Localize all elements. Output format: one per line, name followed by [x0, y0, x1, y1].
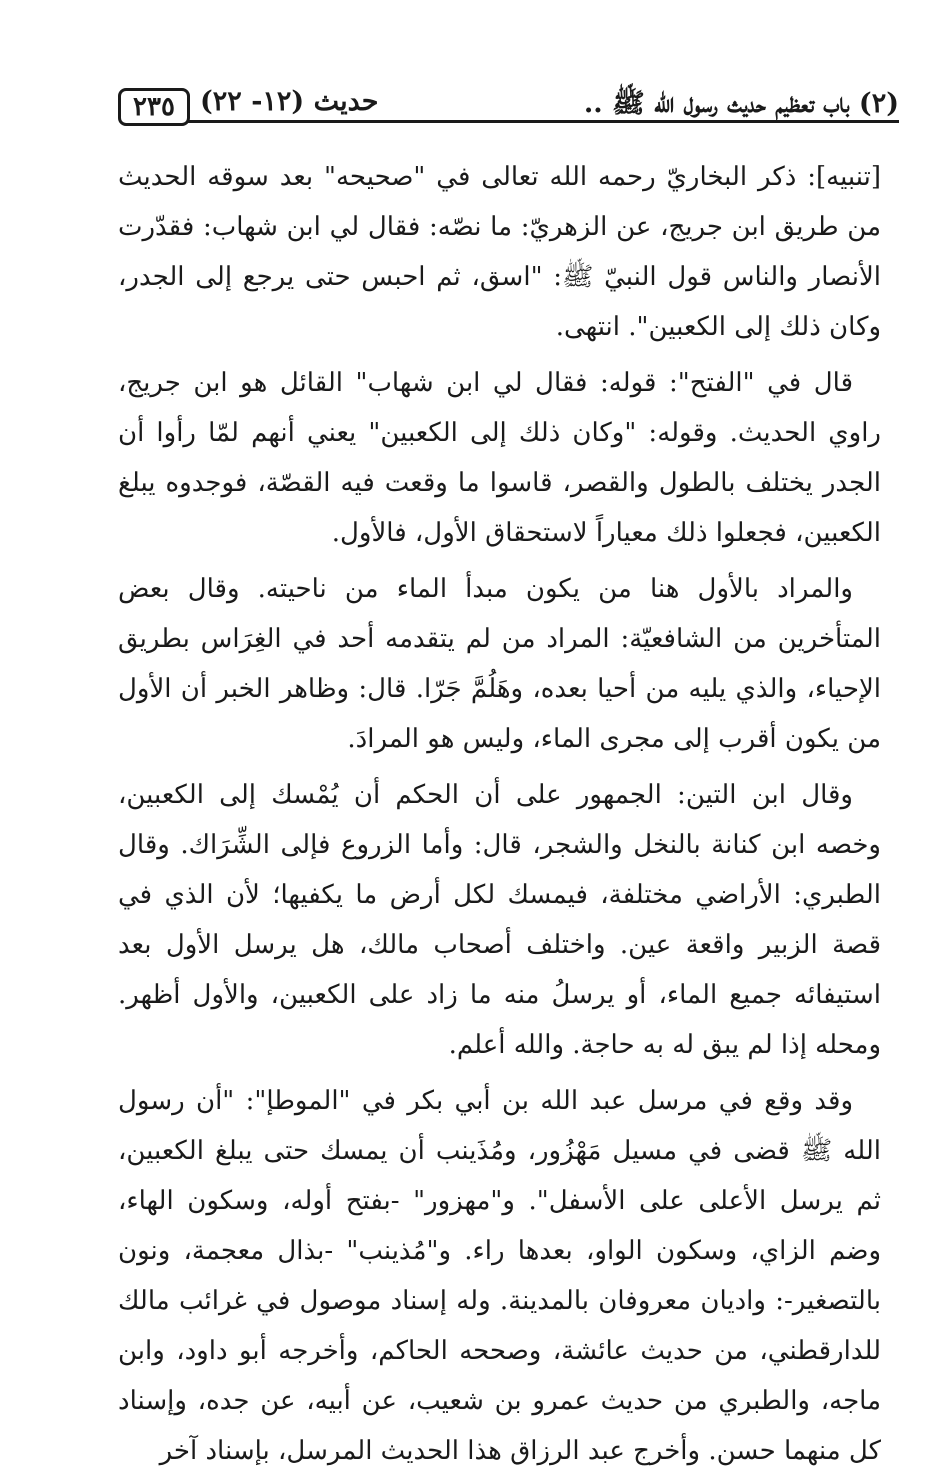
- chapter-title: (٢) باب تعظيم حديث رسول الله ﷺ ..: [583, 88, 899, 119]
- header-rule: [188, 120, 899, 123]
- paragraph-ibn-tin: وقال ابن التين: الجمهور على أن الحكم أن يُمْسك إلى الكعبين، وخصه ابن كنانة بالنخل والشجر، قال: وأما الزروع فإلى الشِّرَاك. وقال الطبري: الأراضي مختلفة، فيمسك لكل أرض ما يكفيها؛ لأن الذي في قصة الزبير واقعة عين. واختلف أصحاب مالك، هل يرسل الأول بعد استيفائه جميع الماء، أو يرسلُ منه ما زاد على الكعبين، والأول أظهر. ومحله إذا لم يبق له به حاجة. والله أعلم.: [118, 780, 881, 1060]
- page-header: [118, 80, 899, 140]
- paragraph-murad: والمراد بالأول هنا من يكون مبدأ الماء من ناحيته. وقال بعض المتأخرين من الشافعيّة: المراد من لم يتقدمه أحد في الغِرَاس بطريق الإحياء، والذي يليه من أحيا بعده، وهَلُمَّ جَرّا. قال: وظاهر الخبر أن الأول من يكون أقرب إلى مجرى الماء، وليس هو المرادَ.: [118, 574, 881, 754]
- page-number: ٢٣٥: [118, 88, 190, 126]
- body-text: [118, 152, 881, 1482]
- paragraph-fath: قال في "الفتح": قوله: فقال لي ابن شهاب" القائل هو ابن جريج، راوي الحديث. وقوله: "وكان ذلك إلى الكعبين" يعني أنهم لمّا رأوا أن الجدر يختلف بالطول والقصر، قاسوا ما وقعت فيه القصّة، فوجدوه يبلغ الكعبين، فجعلوا ذلك معياراً لاستحقاق الأول، فالأول.: [118, 368, 881, 548]
- paragraph-tanbih: [تنبيه]: ذكر البخاريّ رحمه الله تعالى في "صحيحه" بعد سوقه الحديث من طريق ابن جريج، عن الزهريّ: ما نصّه: فقال لي ابن شهاب: فقدّرت الأنصار والناس قول النبيّ ﷺ: "اسق، ثم احبس حتى يرجع إلى الجدر، وكان ذلك إلى الكعبين". انتهى.: [118, 162, 881, 342]
- hadith-range: حديث (١٢- ٢٢): [200, 86, 379, 117]
- paragraph-muwatta: وقد وقع في مرسل عبد الله بن أبي بكر في "الموطإ": "أن رسول الله ﷺ قضى في مسيل مَهْزُور، ومُذَينب أن يمسك حتى يبلغ الكعبين، ثم يرسل الأعلى على الأسفل". و"مهزور" -بفتح أوله، وسكون الهاء، وضم الزاي، وسكون الواو، بعدها راء. و"مُذينب" -بذال معجمة، ونون بالتصغير-: واديان معروفان بالمدينة. وله إسناد موصول في غرائب مالك للدارقطني، من حديث عائشة، وصححه الحاكم، وأخرجه أبو داود، وابن ماجه، والطبري من حديث عمرو بن شعيب، عن أبيه، عن جده، وإسناد كل منهما حسن. وأخرج عبد الرزاق هذا الحديث المرسل، بإسناد آخر: [118, 1086, 882, 1466]
